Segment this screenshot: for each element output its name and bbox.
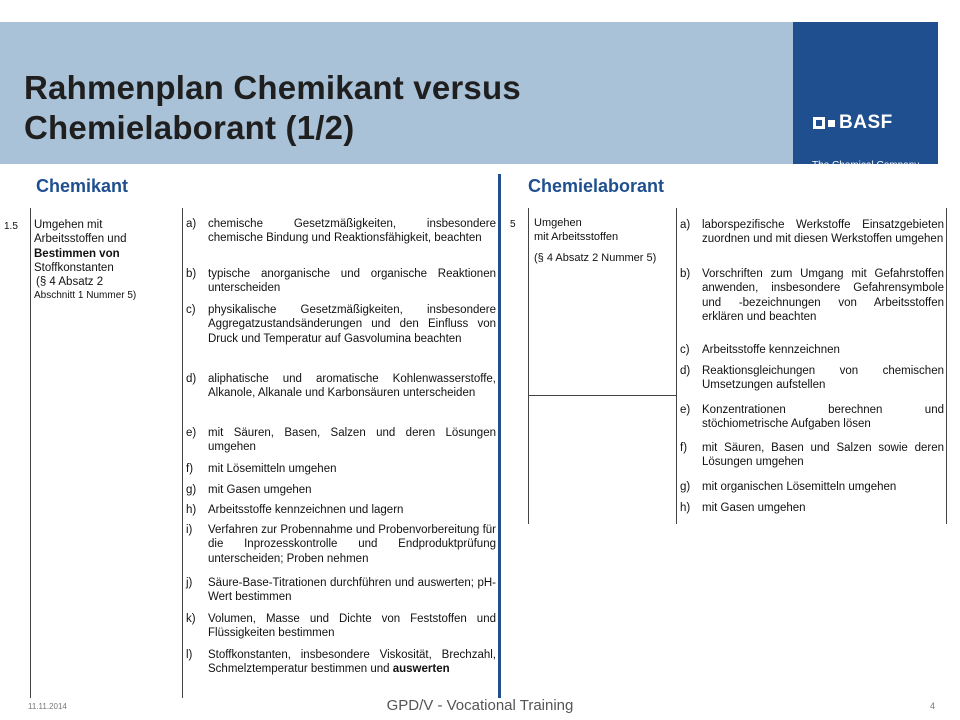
competency-label xyxy=(34,218,179,304)
list-item xyxy=(186,648,496,677)
list-item xyxy=(186,483,496,497)
right-curriculum-table xyxy=(500,0,960,720)
item-key: g) xyxy=(680,481,691,493)
table-gridline xyxy=(528,208,529,524)
item-text xyxy=(208,648,496,677)
item-key: d) xyxy=(680,365,691,377)
row-number: 5 xyxy=(510,219,516,230)
list-item xyxy=(680,343,944,357)
item-key: a) xyxy=(680,219,691,231)
item-key: l) xyxy=(186,649,193,661)
item-text: physikalische Gesetzmäßigkeiten, insbesondere Aggregatzustandsänderungen und den Einfluss von Druck und Temperatur auf Gasvolumina beachten xyxy=(208,304,496,345)
label-line: Bestimmen von xyxy=(34,247,120,260)
label-line: Umgehen xyxy=(534,217,582,229)
title-line-1: Rahmenplan Chemikant versus xyxy=(24,69,521,106)
item-key: i) xyxy=(186,524,193,536)
item-text: Arbeitsstoffe kennzeichnen und lagern xyxy=(208,504,404,516)
footer-title: GPD/V - Vocational Training xyxy=(386,697,574,714)
list-item xyxy=(186,426,496,455)
item-text: Säure-Base-Titrationen durchführen und auswerten; pH-Wert bestimmen xyxy=(208,577,496,604)
item-text: mit Säuren, Basen, Salzen und deren Lösungen umgehen xyxy=(208,427,496,454)
item-text: mit organischen Lösemitteln umgehen xyxy=(702,481,897,493)
list-item xyxy=(186,462,496,476)
item-text: mit Gasen umgehen xyxy=(702,502,806,514)
list-item xyxy=(680,364,944,393)
item-text: Reaktionsgleichungen von chemischen Umsetzungen aufstellen xyxy=(702,365,944,392)
list-item xyxy=(186,503,496,517)
page-number: 4 xyxy=(930,701,936,711)
item-text: laborspezifische Werkstoffe Einsatzgebieten zuordnen und mit diesen Werkstoffen umgehen xyxy=(702,219,944,246)
list-item xyxy=(186,523,496,566)
logo-tagline: The Chemical Company xyxy=(812,160,920,171)
list-item xyxy=(186,372,496,401)
table-gridline xyxy=(528,395,676,396)
item-key: a) xyxy=(186,218,197,230)
item-key: c) xyxy=(680,344,690,356)
item-key: b) xyxy=(680,268,691,280)
row-number: 1.5 xyxy=(4,221,18,232)
item-key: c) xyxy=(186,304,196,316)
item-text-main: Stoffkonstanten, insbesondere Viskosität, Brechzahl, Schmelztemperatur bestimmen und xyxy=(208,649,496,676)
item-text-bold: auswerten xyxy=(392,663,450,676)
item-text: Verfahren zur Probennahme und Probenvorbereitung für die Inprozesskontrolle und Endproduktprüfung unterscheiden; Proben nehmen xyxy=(208,524,496,565)
item-key: f) xyxy=(186,463,194,475)
table-gridline xyxy=(182,208,183,698)
item-text: Konzentrationen berechnen und stöchiometrische Aufgaben lösen xyxy=(702,404,944,431)
item-text: chemische Gesetzmäßigkeiten, insbesondere chemische Bindung und Reaktionsfähigkeit, beachten xyxy=(208,218,496,245)
logo-text: BASF xyxy=(839,112,893,133)
list-item xyxy=(186,576,496,605)
list-item xyxy=(680,441,944,470)
list-item xyxy=(680,403,944,432)
list-item xyxy=(186,303,496,346)
item-key: h) xyxy=(680,502,691,514)
list-item xyxy=(680,267,944,324)
item-text: Vorschriften zum Umgang mit Gefahrstoffen anwenden, insbesondere Gefahrensymbole und -bezeichnungen von Arbeitsstoffen erklären und beachten xyxy=(702,268,944,323)
item-text: Volumen, Masse und Dichte von Feststoffen und Flüssigkeiten bestimmen xyxy=(208,613,496,640)
footer-date: 11.11.2014 xyxy=(28,702,67,711)
item-key: j) xyxy=(186,577,193,589)
list-item xyxy=(680,480,944,494)
label-line: mit Arbeitsstoffen xyxy=(534,231,619,244)
list-item xyxy=(680,501,944,515)
table-gridline xyxy=(676,208,677,524)
competency-label xyxy=(534,216,674,265)
item-key: e) xyxy=(680,404,691,416)
label-line: Stoffkonstanten xyxy=(34,261,114,274)
item-key: b) xyxy=(186,268,197,280)
table-gridline xyxy=(946,208,947,524)
item-key: h) xyxy=(186,504,197,516)
title-line-2: Chemielaborant (1/2) xyxy=(24,109,355,146)
item-key: f) xyxy=(680,442,688,454)
list-item xyxy=(186,267,496,296)
item-key: e) xyxy=(186,427,197,439)
table-gridline xyxy=(30,208,31,698)
label-line: Arbeitsstoffen und xyxy=(34,233,127,246)
left-column-heading: Chemikant xyxy=(36,176,129,196)
item-key: k) xyxy=(186,613,196,625)
label-line: Abschnitt 1 Nummer 5) xyxy=(34,290,137,302)
list-item xyxy=(186,217,496,246)
item-text: mit Gasen umgehen xyxy=(208,484,312,496)
label-line: (§ 4 Absatz 2 Nummer 5) xyxy=(534,251,657,264)
label-line: (§ 4 Absatz 2 xyxy=(36,276,104,289)
item-text: mit Säuren, Basen und Salzen sowie deren Lösungen umgehen xyxy=(702,442,944,469)
item-text: mit Lösemitteln umgehen xyxy=(208,463,337,475)
item-text: Arbeitsstoffe kennzeichnen xyxy=(702,344,840,356)
list-item xyxy=(186,612,496,641)
list-item xyxy=(680,218,944,247)
item-key: g) xyxy=(186,484,197,496)
item-text: aliphatische und aromatische Kohlenwasserstoffe, Alkanole, Alkanale und Karbonsäuren unterscheiden xyxy=(208,373,496,400)
label-line: Umgehen mit xyxy=(34,219,103,231)
item-key: d) xyxy=(186,373,197,385)
item-text: typische anorganische und organische Reaktionen unterscheiden xyxy=(208,268,496,295)
right-column-heading: Chemielaborant xyxy=(528,176,665,196)
